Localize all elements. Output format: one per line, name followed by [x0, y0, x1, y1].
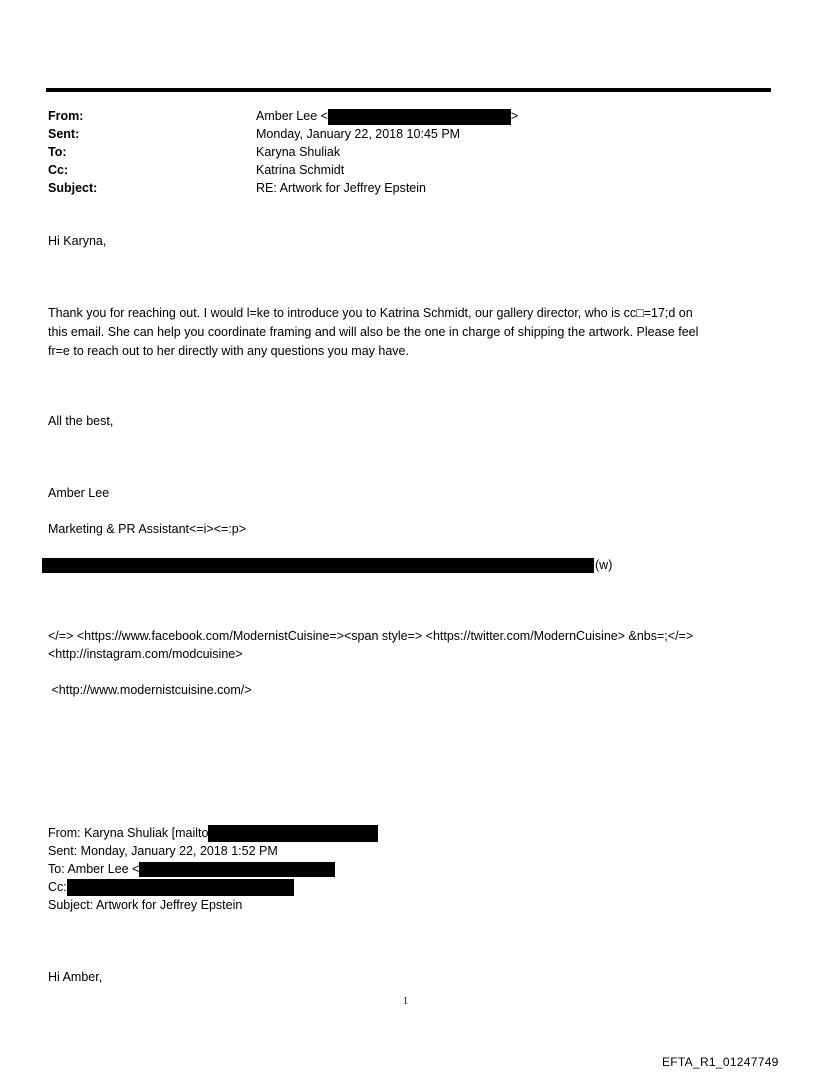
quoted-cc [48, 878, 67, 896]
from-name: Amber Lee < [256, 109, 328, 123]
page-number: 1 [403, 996, 408, 1007]
from-value [256, 107, 518, 125]
redaction-block [67, 879, 294, 896]
bates-number: EFTA_R1_01247749 [662, 1055, 779, 1069]
quoted-cc-text: Cc: [48, 880, 67, 894]
header-rule [46, 88, 771, 92]
redaction-block [139, 862, 335, 877]
quoted-to [48, 860, 335, 878]
from-suffix: > [510, 109, 519, 123]
signature-name: Amber Lee [48, 486, 110, 500]
redaction-block [208, 825, 378, 842]
quoted-sent: Sent: Monday, January 22, 2018 1:52 PM [48, 844, 278, 858]
quoted-to-text: To: Amber Lee < [48, 862, 140, 876]
social-links-line: </=> <https://www.facebook.com/ModernistCuisine=><span style=> <https://twitter.com/ModernCuisine> &nbs=;</=> [48, 629, 694, 643]
redaction-block [328, 109, 511, 125]
greeting: Hi Karyna, [48, 234, 107, 248]
body-line: this email. She can help you coordinate framing and will also be the one in charge of shipping the artwork. Please feel [48, 325, 699, 339]
closing: All the best, [48, 414, 114, 428]
cc-label: Cc: [48, 163, 69, 177]
from-label: From: [48, 109, 84, 123]
subject-value: RE: Artwork for Jeffrey Epstein [256, 181, 426, 195]
to-value: Karyna Shuliak [256, 145, 341, 159]
quoted-greeting: Hi Amber, [48, 970, 103, 984]
phone-suffix: (w) [595, 558, 613, 572]
website-link: <http://www.modernistcuisine.com/> [48, 683, 252, 697]
quoted-from-text: From: Karyna Shuliak [mailto [48, 826, 209, 840]
cc-value: Katrina Schmidt [256, 163, 345, 177]
instagram-link: <http://instagram.com/modcuisine> [48, 647, 243, 661]
sent-value: Monday, January 22, 2018 10:45 PM [256, 127, 461, 141]
sent-label: Sent: [48, 127, 80, 141]
body-line: Thank you for reaching out. I would l=ke to introduce you to Katrina Schmidt, our gallery director, who is cc□=17;d on [48, 306, 693, 320]
body-line: fr=e to reach out to her directly with any questions you may have. [48, 344, 409, 358]
redaction-block [42, 558, 594, 573]
signature-title: Marketing & PR Assistant<=i><=:p> [48, 522, 247, 536]
subject-label: Subject: [48, 181, 98, 195]
body-paragraph [48, 304, 763, 361]
quoted-subject: Subject: Artwork for Jeffrey Epstein [48, 898, 243, 912]
to-label: To: [48, 145, 67, 159]
quoted-from [48, 824, 378, 842]
